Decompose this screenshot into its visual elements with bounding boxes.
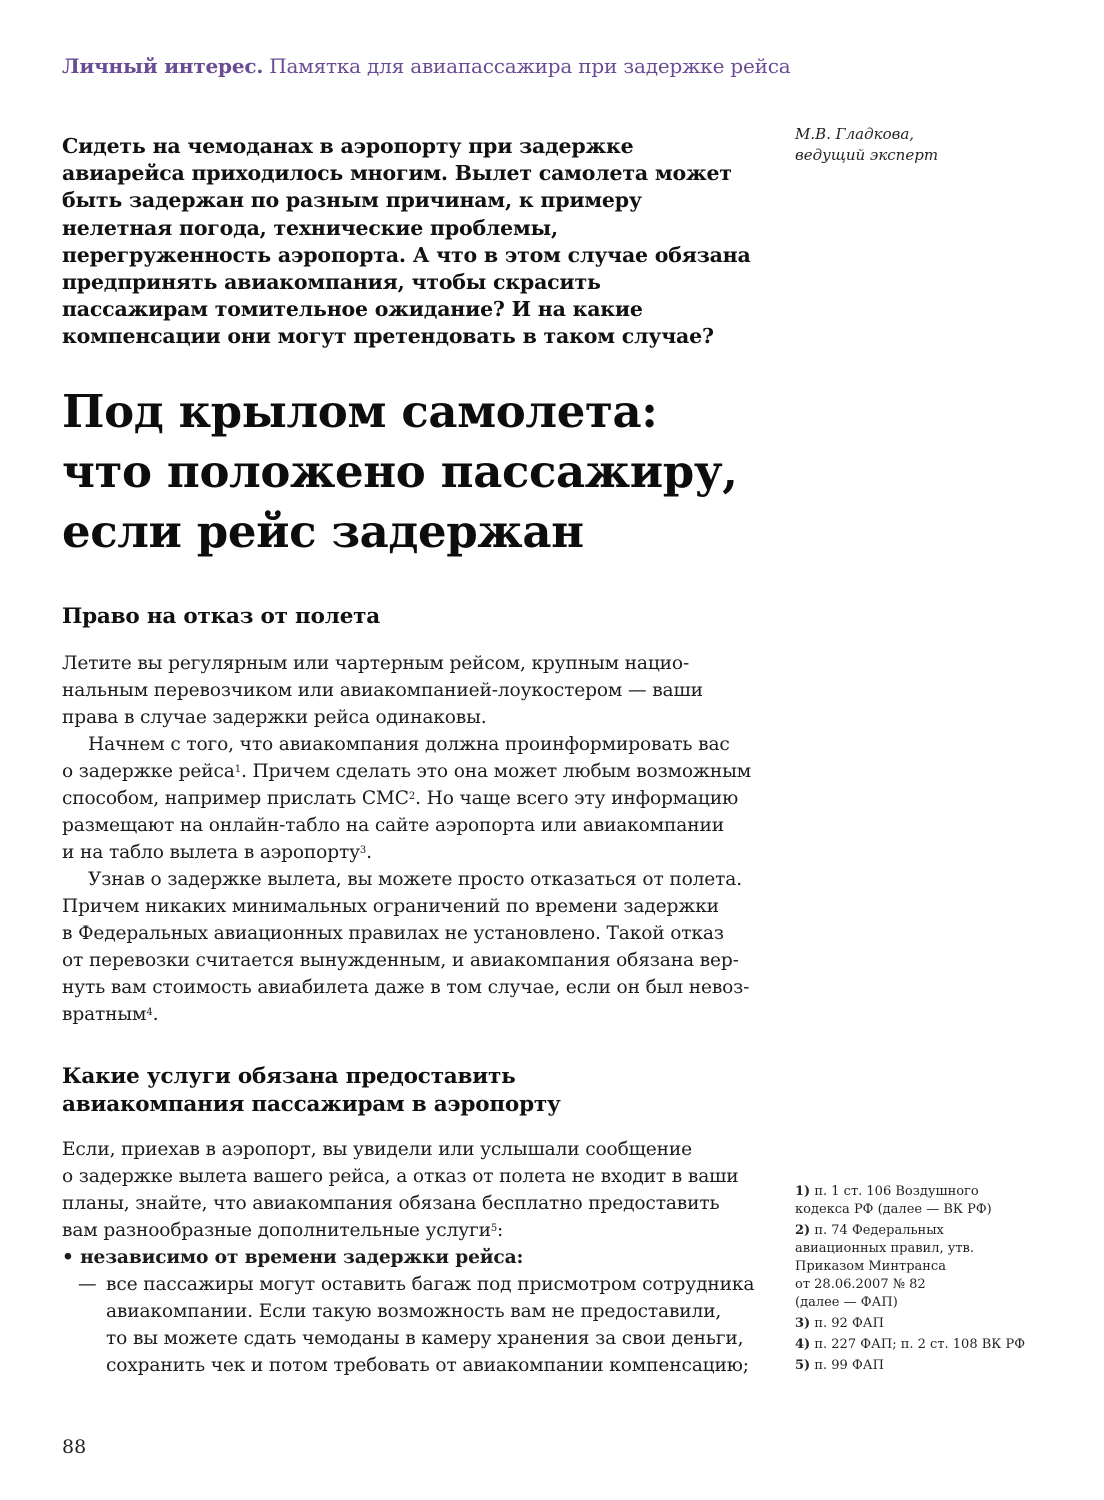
bullet-item	[62, 1244, 762, 1271]
body-line: Если, приехав в аэропорт, вы увидели или услышали сообщение	[62, 1139, 692, 1160]
body-line: Причем никаких минимальных ограничений по времени задержки	[62, 896, 719, 917]
author-position: ведущий эксперт	[795, 146, 939, 164]
lead-line: Сидеть на чемоданах в аэропорту при задержке	[62, 134, 634, 158]
text-span: вам разнообразные дополнительные услуги	[62, 1220, 491, 1241]
title-line: если рейс задержан	[62, 505, 584, 558]
author-name: М.В. Гладкова,	[795, 125, 915, 143]
body-line: нуть вам стоимость авиабилета даже в том случае, если он был невоз-	[62, 977, 750, 998]
footnote-ref: 2	[408, 791, 416, 802]
lead-line: пассажирам томительное ожидание? И на какие	[62, 297, 643, 322]
body-line: размещают на онлайн-табло на сайте аэропорта или авиакомпании	[62, 815, 724, 836]
page-number: 88	[62, 1436, 87, 1458]
footnote-number: 2)	[795, 1223, 811, 1238]
footnote-number: 3)	[795, 1316, 811, 1331]
title-line: что положено пассажиру,	[62, 445, 738, 498]
section-body-refusal	[62, 650, 752, 1028]
body-line: нальным перевозчиком или авиакомпанией-лоукостером — ваши	[62, 680, 703, 701]
body-line: Летите вы регулярным или чартерным рейсом, крупным нацио-	[62, 653, 690, 674]
section-heading-text: Право на отказ от полета	[62, 604, 381, 629]
lead-line: компенсации они могут претендовать в таком случае?	[62, 324, 714, 349]
body-line: права в случае задержки рейса одинаковы.	[62, 707, 487, 728]
footnote-ref: 1	[234, 764, 241, 775]
text-span: способом, например прислать СМС	[62, 788, 409, 809]
body-line: Начнем с того, что авиакомпания должна проинформировать вас	[88, 734, 730, 755]
section-body-services	[62, 1136, 762, 1379]
footnote-text: Приказом Минтранса	[795, 1259, 946, 1274]
bullet-text: независимо от времени задержки рейса:	[80, 1247, 524, 1268]
footnotes	[795, 1183, 1055, 1378]
body-line	[62, 758, 752, 785]
text-span: . Но чаще всего эту информацию	[415, 788, 739, 809]
footnote-item	[795, 1315, 1055, 1333]
footnote-text: п. 1 ст. 106 Воздушного	[814, 1184, 979, 1199]
lead-line: быть задержан по разным причинам, к примеру	[62, 188, 642, 213]
body-line	[62, 1217, 762, 1244]
footnote-text: п. 92 ФАП	[814, 1316, 884, 1331]
lead-line: нелетная погода, технические проблемы,	[62, 215, 558, 240]
section-heading-services	[62, 1063, 561, 1119]
body-line: планы, знайте, что авиакомпания обязана бесплатно предоставить	[62, 1193, 720, 1214]
title-line: Под крылом самолета:	[62, 385, 658, 438]
dash-icon: —	[78, 1274, 97, 1295]
dash-line: то вы можете сдать чемоданы в камеру хранения за свои деньги,	[106, 1328, 744, 1349]
section-heading-text: авиакомпания пассажирам в аэропорту	[62, 1092, 561, 1117]
body-line: от перевозки считается вынужденным, и авиакомпания обязана вер-	[62, 950, 739, 971]
text-span: . Причем сделать это она может любым возможным	[240, 761, 752, 782]
rubric-bold: Личный интерес.	[62, 54, 264, 78]
footnote-item	[795, 1222, 1055, 1312]
section-heading-refusal	[62, 603, 380, 631]
footnote-item	[795, 1357, 1055, 1375]
footnote-item	[795, 1183, 1055, 1219]
body-line	[62, 839, 752, 866]
footnote-text: (далее — ФАП)	[795, 1295, 898, 1310]
article-title	[62, 382, 782, 562]
lead-paragraph	[62, 133, 752, 351]
rubric	[62, 54, 790, 78]
dash-line	[62, 1271, 762, 1298]
footnote-ref: 3	[359, 845, 367, 856]
footnote-number: 1)	[795, 1184, 811, 1199]
body-line: о задержке вылета вашего рейса, а отказ от полета не входит в ваши	[62, 1166, 739, 1187]
body-line: Узнав о задержке вылета, вы можете просто отказаться от полета.	[88, 869, 742, 890]
footnote-item	[795, 1336, 1055, 1354]
dash-line: сохранить чек и потом требовать от авиакомпании компенсацию;	[106, 1355, 749, 1376]
footnote-text: от 28.06.2007 № 82	[795, 1277, 926, 1292]
text-span: :	[497, 1220, 504, 1241]
text-span: .	[366, 842, 372, 863]
section-heading-text: Какие услуги обязана предоставить	[62, 1064, 516, 1089]
body-line	[62, 785, 752, 812]
body-line	[62, 1001, 752, 1028]
lead-line: авиарейса приходилось многим. Вылет самолета может	[62, 161, 732, 186]
lead-line: перегруженность аэропорта. А что в этом случае обязана	[62, 242, 751, 267]
footnote-number: 4)	[795, 1337, 811, 1352]
bullet-icon: •	[62, 1247, 74, 1268]
rubric-text: Памятка для авиапассажира при задержке рейса	[269, 54, 791, 78]
text-span: .	[152, 1004, 159, 1025]
footnote-number: 5)	[795, 1358, 811, 1373]
text-span: все пассажиры могут оставить багаж под присмотром сотрудника	[106, 1274, 755, 1295]
footnote-text: п. 227 ФАП; п. 2 ст. 108 ВК РФ	[814, 1337, 1026, 1352]
dash-line: авиакомпании. Если такую возможность вам не предоставили,	[106, 1301, 722, 1322]
footnote-text: кодекса РФ (далее — ВК РФ)	[795, 1202, 992, 1217]
text-span: и на табло вылета в аэропорту	[62, 842, 360, 863]
body-line: в Федеральных авиационных правилах не установлено. Такой отказ	[62, 923, 724, 944]
text-span: о задержке рейса	[62, 761, 235, 782]
lead-line: предпринять авиакомпания, чтобы скрасить	[62, 270, 601, 295]
footnote-text: п. 74 Федеральных	[814, 1223, 944, 1238]
footnote-text: п. 99 ФАП	[814, 1358, 884, 1373]
author-block	[795, 124, 1035, 166]
text-span: вратным	[62, 1004, 147, 1025]
footnote-ref: 4	[146, 1007, 153, 1018]
footnote-text: авиационных правил, утв.	[795, 1241, 975, 1256]
footnote-ref: 5	[490, 1223, 498, 1234]
